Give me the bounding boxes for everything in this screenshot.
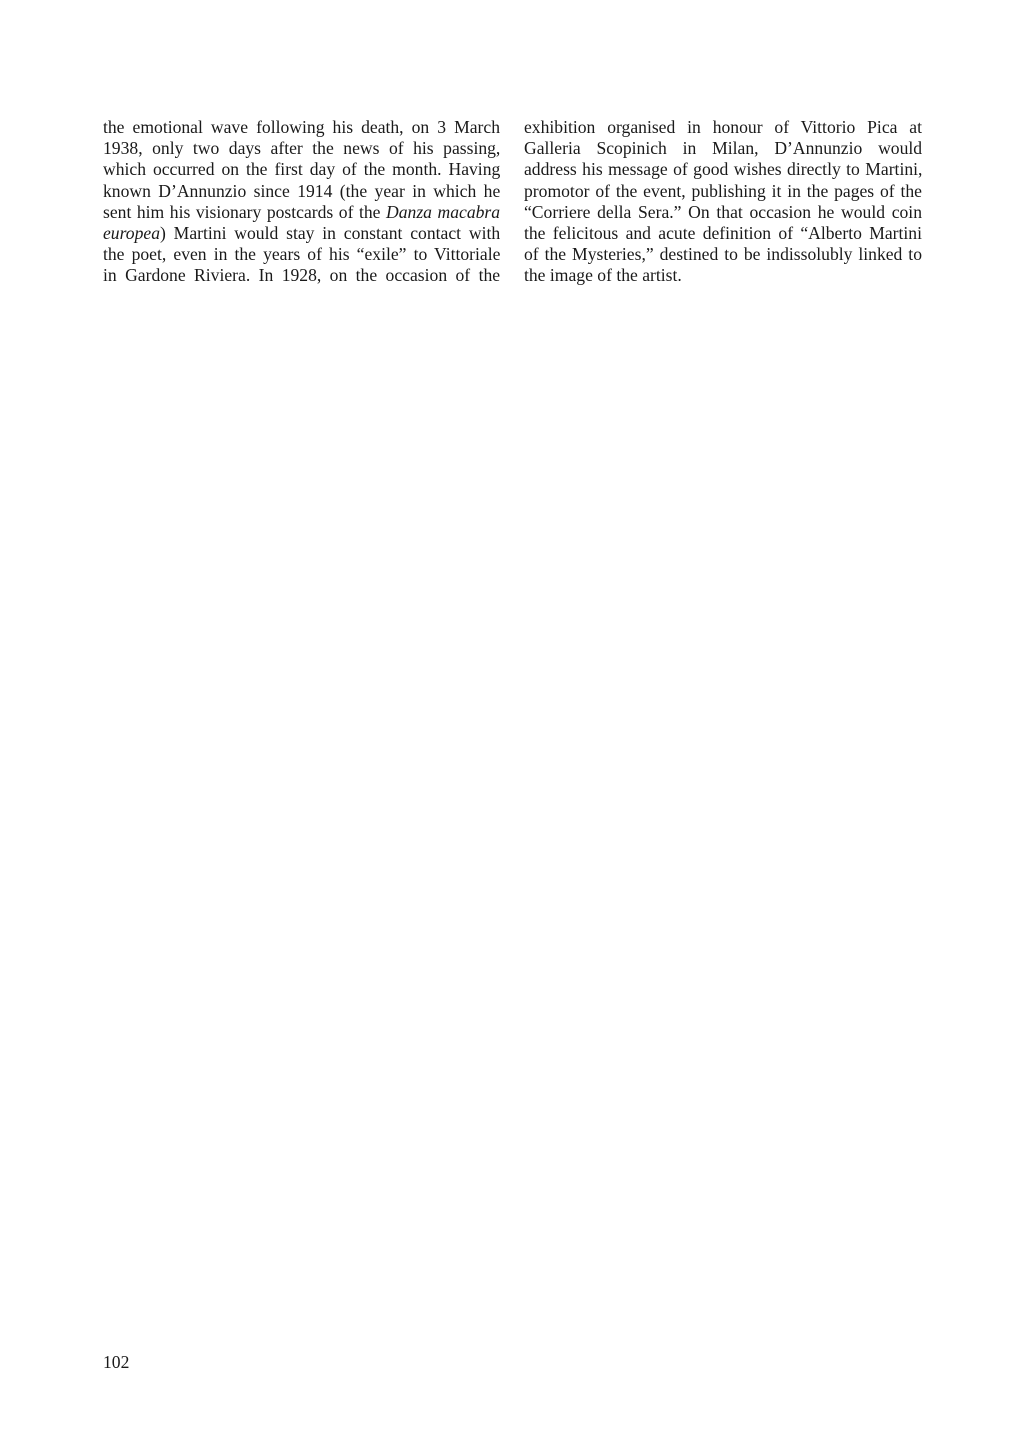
text-run: ) Martini would stay in constant contact with <box>160 223 500 244</box>
text-line: which occurred on the first day of the month. Having <box>103 159 500 180</box>
italic-title-run: Danza macabra <box>386 201 500 222</box>
text-line: the emotional wave following his death, on 3 March <box>103 117 500 137</box>
right-text-column <box>524 117 922 287</box>
text-line: 1938, only two days after the news of his passing, <box>103 138 500 159</box>
text-line: known D’Annunzio since 1914 (the year in which he <box>103 180 500 201</box>
left-text-column <box>103 117 500 287</box>
text-line: the poet, even in the years of his “exile” to Vittoriale <box>103 244 500 265</box>
text-line: the felicitous and acute definition of “Alberto Martini <box>524 223 922 244</box>
page-number: 102 <box>103 1352 130 1372</box>
text-line: promotor of the event, publishing it in the pages of the <box>524 180 922 201</box>
text-line <box>103 223 500 244</box>
text-line: in Gardone Riviera. In 1928, on the occasion of the <box>103 265 500 286</box>
text-run: sent him his visionary postcards of the <box>103 201 387 222</box>
italic-title-run: europea <box>103 223 160 244</box>
text-line: address his message of good wishes directly to Martini, <box>524 159 922 180</box>
text-line: “Corriere della Sera.” On that occasion he would coin <box>524 201 922 222</box>
text-line: Galleria Scopinich in Milan, D’Annunzio would <box>524 138 922 159</box>
text-line: exhibition organised in honour of Vittorio Pica at <box>524 117 922 137</box>
text-line <box>103 202 500 223</box>
text-line: of the Mysteries,” destined to be indissolubly linked to <box>524 244 922 265</box>
text-line: the image of the artist. <box>524 265 682 286</box>
